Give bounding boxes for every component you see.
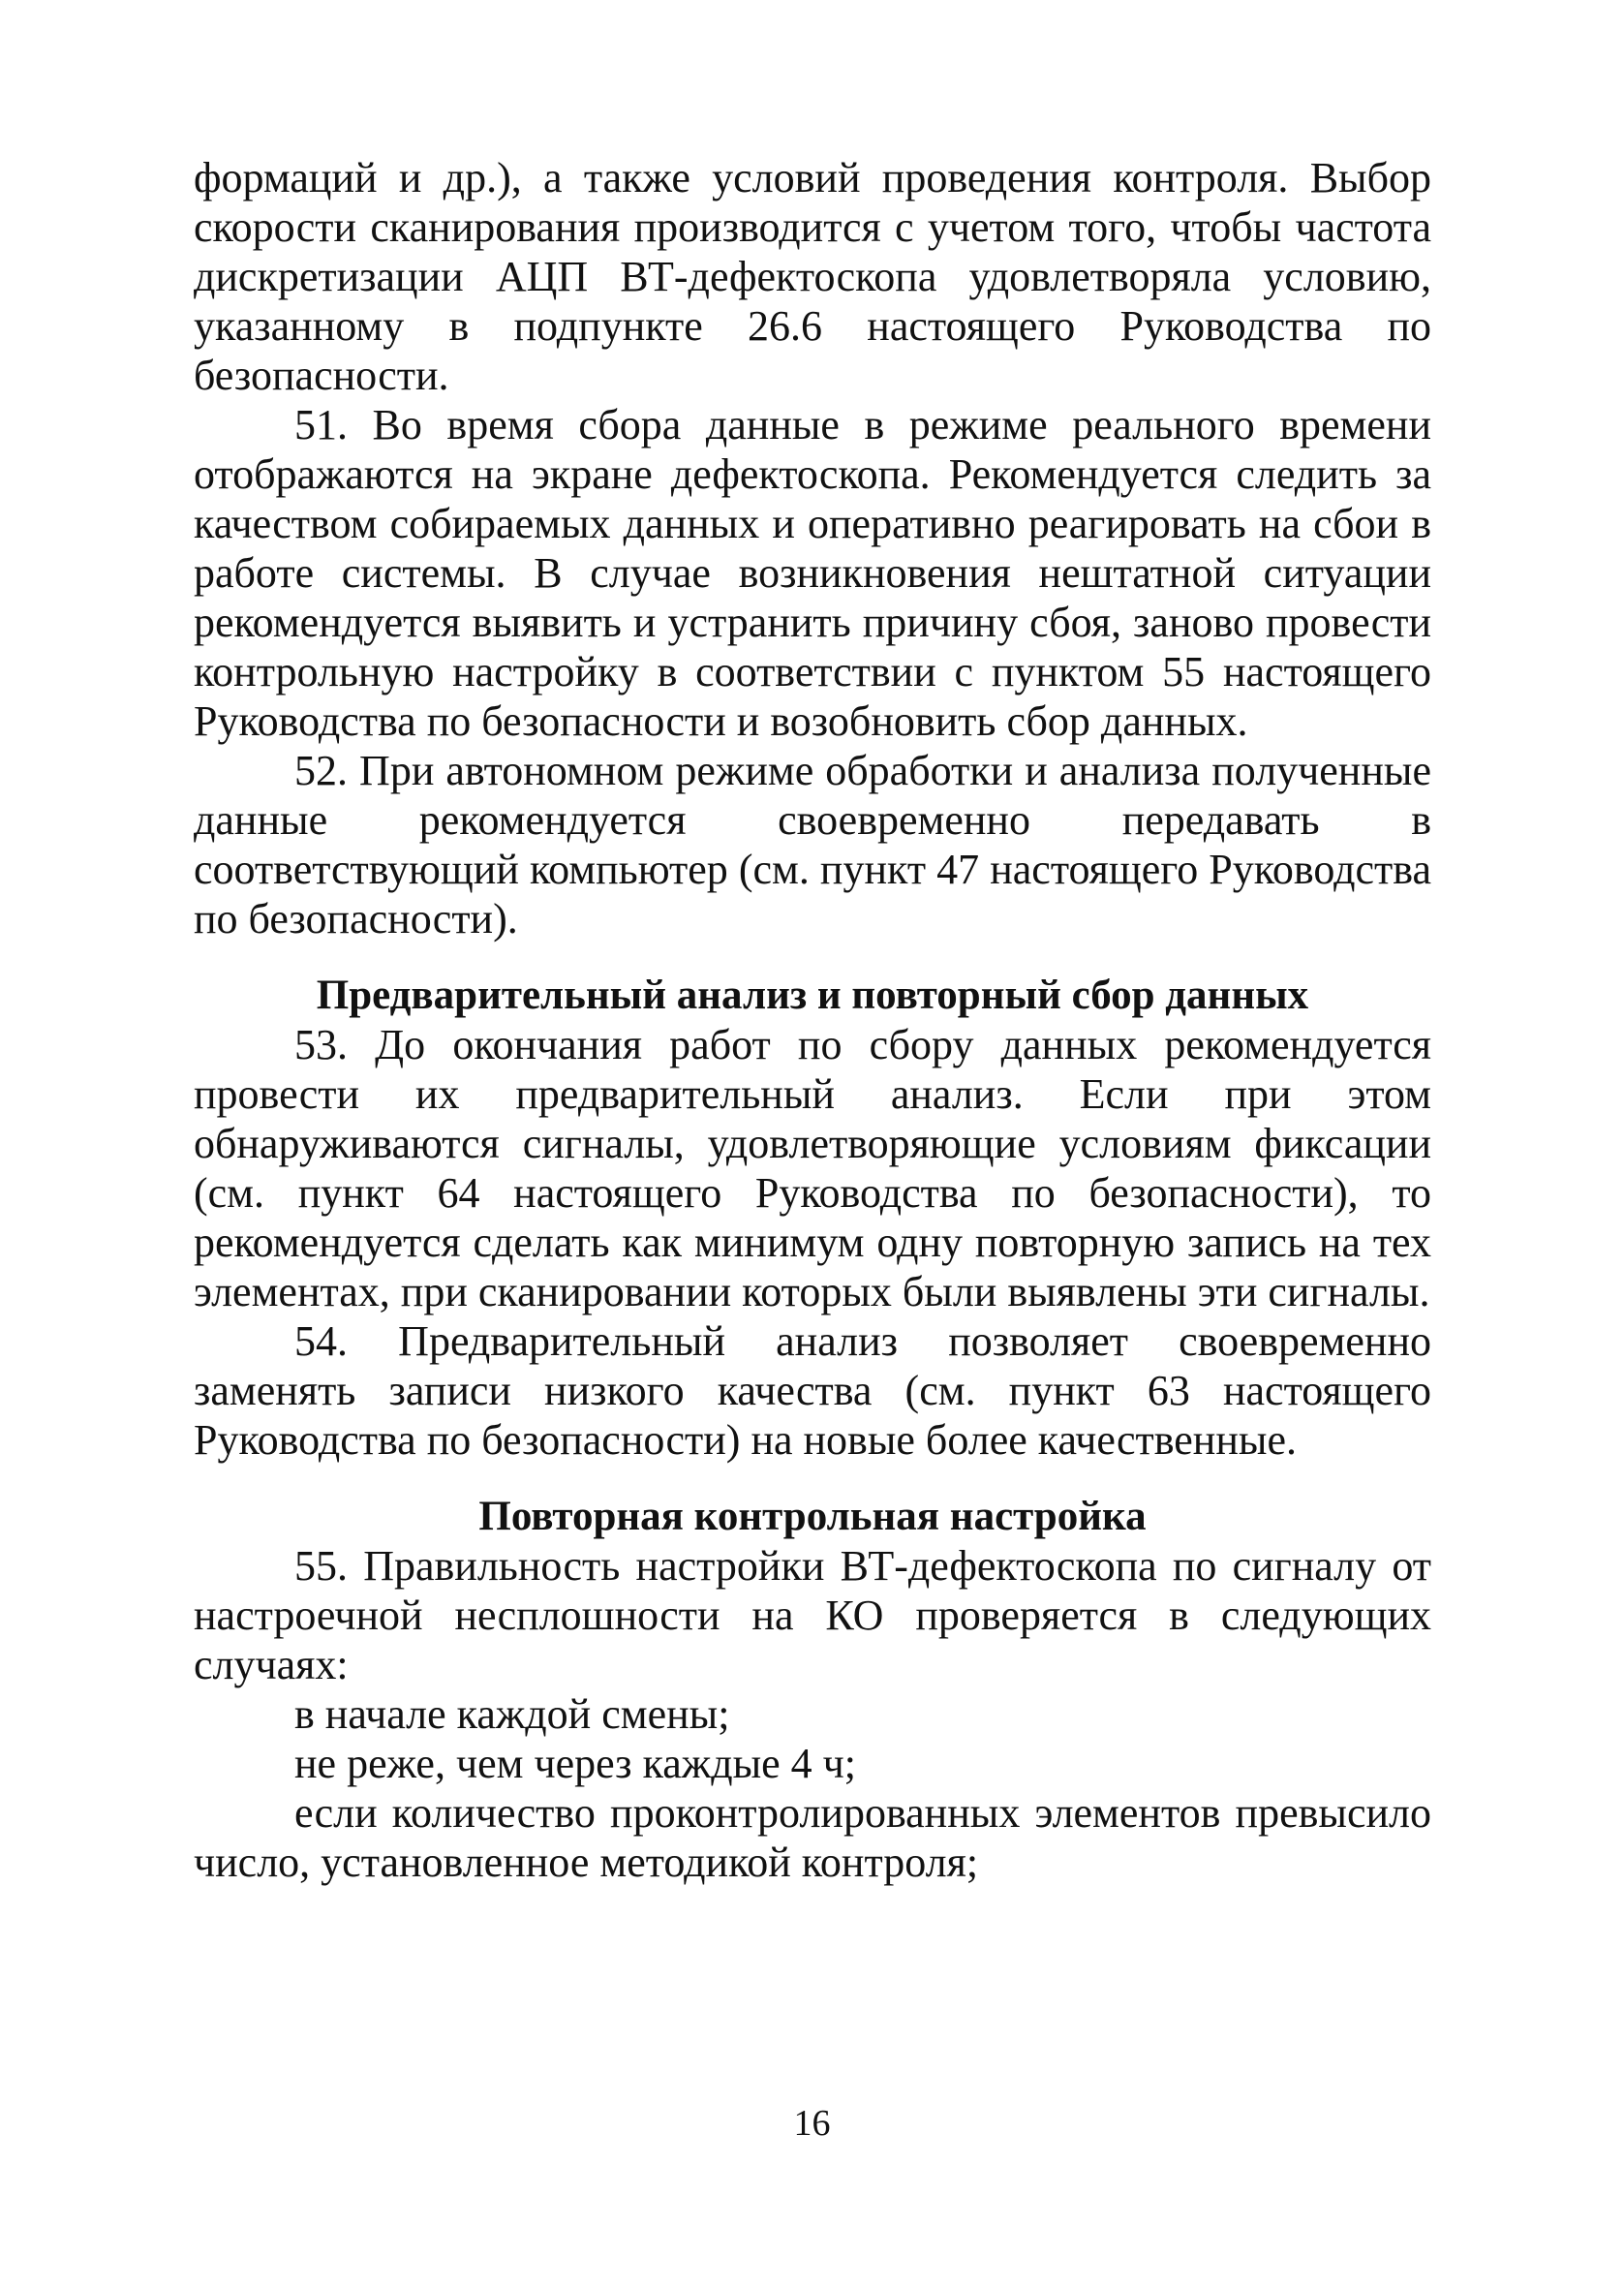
paragraph-55: 55. Правильность настройки ВТ-дефектоскопа по сигналу от настроечной несплошности на КО проверяется в следующих случаях:: [194, 1542, 1431, 1688]
paragraph-52: 52. При автономном режиме обработки и анализа полученные данные рекомендуется своевременно передавать в соответствующий компьютер (см. пункт 47 настоящего Руководства по безопасности).: [194, 747, 1431, 943]
paragraph-54: 54. Предварительный анализ позволяет своевременно заменять записи низкого качества (см. пункт 63 настоящего Руководства по безопасности) на новые более качественные.: [194, 1317, 1431, 1464]
paragraph-53: 53. До окончания работ по сбору данных рекомендуется провести их предварительный анализ. Если при этом обнаруживаются сигналы, удовлетворяющие условиям фиксации (см. пункт 64 настоящего Руководства по безопасности), то рекомендуется сделать как минимум одну повторную запись на тех элементах, при сканировании которых были выявлены эти сигналы.: [194, 1021, 1431, 1315]
list-item: если количество проконтролированных элементов превысило число, установленное методикой контроля;: [194, 1789, 1431, 1886]
section-heading-preliminary-analysis: Предварительный анализ и повторный сбор данных: [316, 973, 1309, 1018]
paragraph-51: 51. Во время сбора данные в режиме реального времени отображаются на экране дефектоскопа. Рекомендуется следить за качеством собираемых данных и оперативно реагировать на сбои в работе системы. В случае возникновения нештатной ситуации рекомендуется выявить и устранить причину сбоя, заново провести контрольную настройку в соответствии с пунктом 55 настоящего Руководства по безопасности и возобновить сбор данных.: [194, 401, 1431, 745]
section-heading-repeat-calibration: Повторная контрольная настройка: [478, 1494, 1147, 1539]
paragraph-intro: формаций и др.), а также условий проведения контроля. Выбор скорости сканирования производится с учетом того, чтобы частота дискретизации АЦП ВТ-дефектоскопа удовлетворяла условию, указанному в подпункте 26.6 настоящего Руководства по безопасности.: [194, 154, 1431, 399]
list-item: в начале каждой смены;: [294, 1690, 730, 1738]
page-number: 16: [793, 2103, 831, 2144]
page-body: [194, 153, 1431, 1887]
list-item: не реже, чем через каждые 4 ч;: [294, 1740, 857, 1787]
